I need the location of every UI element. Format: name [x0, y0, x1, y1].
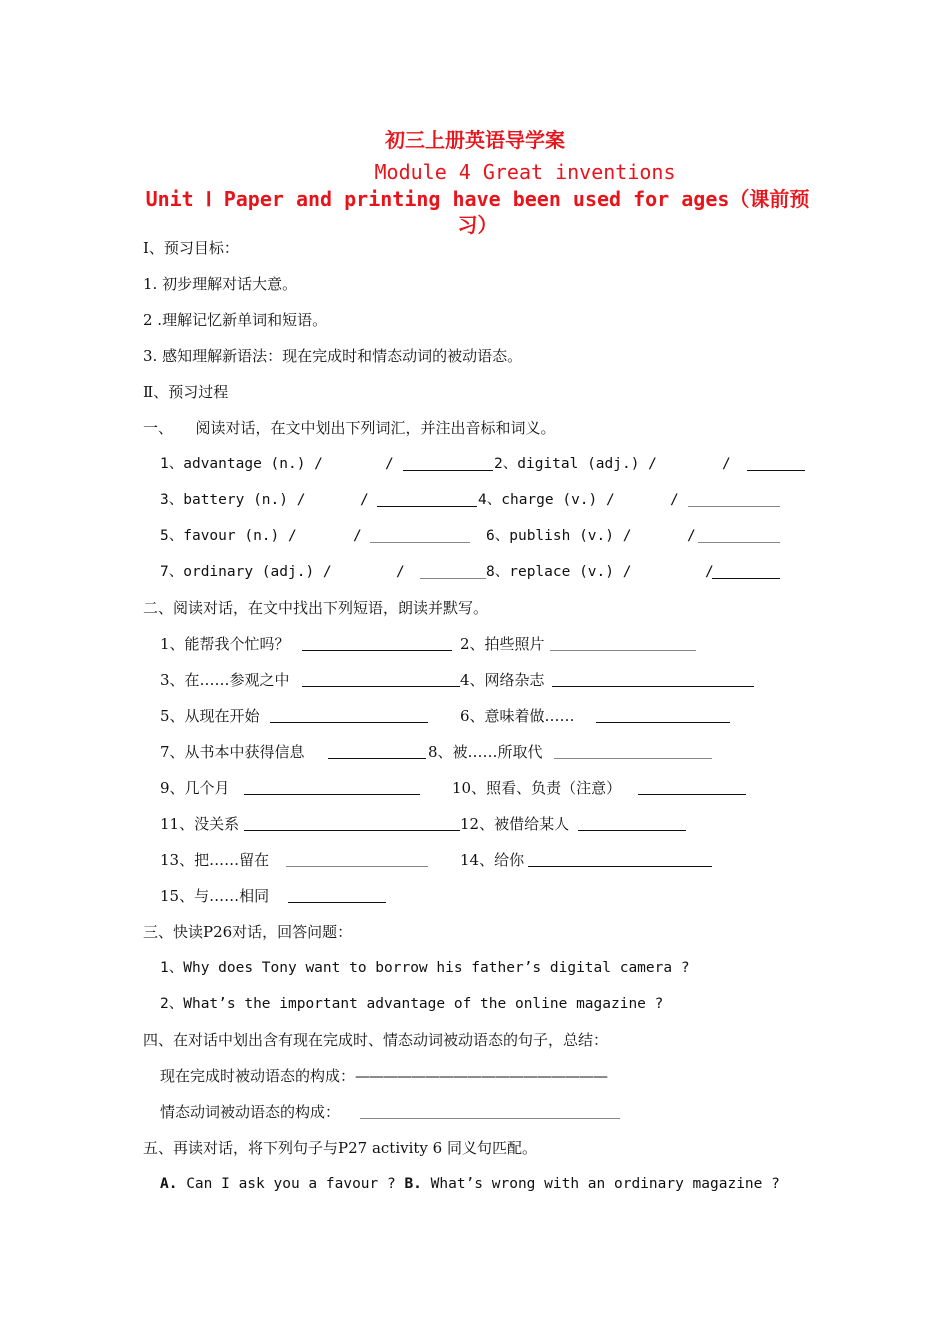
phrase-item: 2、拍些照片: [460, 635, 545, 653]
phrase-item: 7、从书本中获得信息: [160, 743, 305, 761]
phrase-item: 14、给你: [460, 851, 525, 869]
answer-blank[interactable]: [698, 528, 780, 543]
phrase-item: 6、意味着做……: [460, 707, 575, 725]
answer-blank[interactable]: [302, 636, 452, 651]
section-goals-heading: Ⅰ、预习目标：: [143, 239, 239, 257]
option-a-label: A.: [160, 1176, 178, 1192]
answer-blank[interactable]: [244, 780, 420, 795]
part1-heading: 一、 阅读对话，在文中划出下列词汇，并注出音标和词义。: [143, 419, 556, 437]
answer-blank[interactable]: [578, 816, 686, 831]
unit-title: Unit Ⅰ Paper and printing have been used for ages（课前预习）: [145, 187, 810, 237]
goal-item: 1. 初步理解对话大意。: [143, 275, 298, 293]
vocab-item: 8、replace (v.) /: [486, 564, 632, 580]
part4-heading: 四、在对话中划出含有现在完成时、情态动词被动语态的句子，总结：: [143, 1031, 609, 1049]
vocab-item: 6、publish (v.) /: [486, 528, 632, 544]
phrase-item: 5、从现在开始: [160, 707, 260, 725]
answer-blank[interactable]: [286, 852, 428, 867]
page-title: 初三上册英语导学案: [385, 128, 565, 152]
phrase-item: 4、网络杂志: [460, 671, 545, 689]
worksheet-page: 初三上册英语导学案 Module 4 Great inventions Unit Ⅰ Paper and printing have been used for ages（课前预习） Ⅰ、预习目标： 1. 初步理解对话大意。 2 .理解记忆新单词和短语。 3. 感知理解新语法：现在完成时和情态动词的被动语态。 Ⅱ、预习过程 一、 阅读对话，在文中划出下列词汇，并注出音标和词义。 1、advantage (n.) / / 2、digital (adj.) / / 3、battery (n.) / / 4、charge (v.) / / 5、favour (n.) / / 6、publish (v.) / / 7、ordinary (adj.) / / 8、replace (v.) / / 二、阅读对话，在文中找出下列短语，朗读并默写。 1、能帮我个忙吗？ 2、拍些照片 3、在……参观之中 4、网络杂志 5、从现在开始 6、意味着做…… 7、从书本中获得信息 8、被……所取代 9、几个月 10、照看、负责（注意） 11、没关系 12、被借给某人 13、把……留在 14、给你 15、与……相同 三、快读P26对话，回答问题： 1、Why does Tony want to borrow his father’s digital camera ? 2、What’s the important advantage of the online magazine ? 四、在对话中划出含有现在完成时、情态动词被动语态的句子，总结： 现在完成时被动语态的构成：—————————————————— 情态动词被动语态的构成： 五、再读对话，将下列句子与P27 activity 6 同义句匹配。 A. Can I ask you a favour ? B. What’s wrong with an ordinary magazine ?: [0, 0, 950, 1344]
summary-row: [160, 1102, 640, 1122]
goal-item: 2 .理解记忆新单词和短语。: [143, 311, 328, 329]
answer-blank[interactable]: [420, 564, 486, 579]
module-title: Module 4 Great inventions: [374, 160, 676, 184]
phrase-item: 13、把……留在: [160, 851, 270, 869]
option-a: Can I ask you a favour ?: [186, 1176, 396, 1192]
option-b-label: B.: [404, 1176, 422, 1192]
goal-item: 3. 感知理解新语法：现在完成时和情态动词的被动语态。: [143, 347, 523, 365]
answer-blank[interactable]: [528, 852, 712, 867]
option-b: What’s wrong with an ordinary magazine ?: [430, 1176, 780, 1192]
question-item: 2、What’s the important advantage of the online magazine ?: [160, 996, 664, 1012]
answer-blank[interactable]: [288, 888, 386, 903]
phrase-item: 15、与……相同: [160, 887, 270, 905]
phrase-item: 8、被……所取代: [428, 743, 543, 761]
answer-blank[interactable]: [302, 672, 460, 687]
answer-blank[interactable]: [377, 492, 477, 507]
summary-label: 情态动词被动语态的构成：: [160, 1103, 341, 1121]
answer-blank[interactable]: [688, 492, 780, 507]
phrase-item: 9、几个月: [160, 779, 230, 797]
answer-blank[interactable]: [244, 816, 460, 831]
answer-dash-line[interactable]: ——————————————————: [355, 1067, 608, 1085]
phrase-item: 1、能帮我个忙吗？: [160, 635, 290, 653]
answer-blank[interactable]: [403, 456, 493, 471]
answer-blank[interactable]: [638, 780, 746, 795]
section-process-heading: Ⅱ、预习过程: [143, 383, 229, 401]
vocab-item: 4、charge (v.) /: [478, 492, 615, 508]
summary-row: [160, 1066, 607, 1086]
answer-blank[interactable]: [554, 744, 712, 759]
part3-heading: 三、快读P26对话，回答问题：: [143, 923, 353, 941]
part2-heading: 二、阅读对话，在文中找出下列短语，朗读并默写。: [143, 599, 489, 617]
vocab-item: 3、battery (n.) /: [160, 492, 306, 508]
part5-heading: 五、再读对话，将下列句子与P27 activity 6 同义句匹配。: [143, 1139, 537, 1157]
vocab-item: 1、advantage (n.) /: [160, 456, 323, 472]
vocab-item: 7、ordinary (adj.) /: [160, 564, 332, 580]
answer-blank[interactable]: [328, 744, 426, 759]
phrase-item: 11、没关系: [160, 815, 240, 833]
vocab-item: 2、digital (adj.) /: [494, 456, 657, 472]
answer-blank[interactable]: [747, 456, 805, 471]
phrase-item: 3、在……参观之中: [160, 671, 290, 689]
vocab-item: 5、favour (n.) /: [160, 528, 297, 544]
answer-blank[interactable]: [712, 564, 780, 579]
match-sentences: [160, 1174, 780, 1194]
question-item: 1、Why does Tony want to borrow his father’s digital camera ?: [160, 960, 690, 976]
summary-label: 现在完成时被动语态的构成：: [160, 1067, 356, 1085]
answer-blank[interactable]: [270, 708, 428, 723]
answer-blank[interactable]: [360, 1104, 620, 1119]
answer-blank[interactable]: [370, 528, 470, 543]
answer-blank[interactable]: [550, 636, 696, 651]
answer-blank[interactable]: [596, 708, 730, 723]
phrase-item: 10、照看、负责（注意）: [452, 779, 622, 797]
phrase-item: 12、被借给某人: [460, 815, 570, 833]
answer-blank[interactable]: [552, 672, 754, 687]
